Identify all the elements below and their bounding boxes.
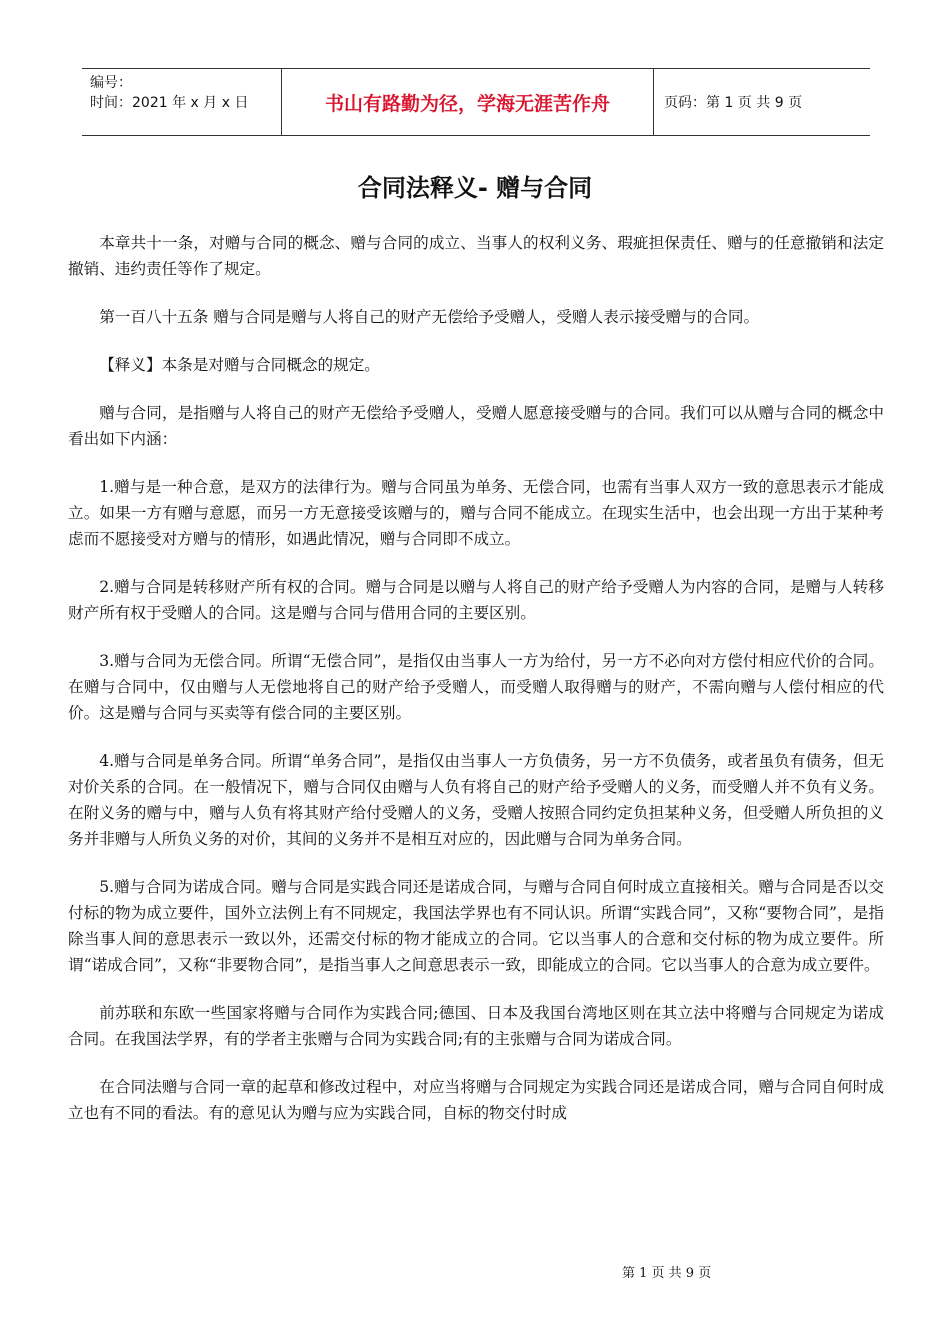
number-label: 编号： bbox=[90, 75, 132, 91]
paragraph: 本章共十一条，对赠与合同的概念、赠与合同的成立、当事人的权利义务、瑕疵担保责任、赠与的任意撤销和法定撤销、违约责任等作了规定。 bbox=[68, 234, 884, 278]
header-page-info: 页码：第 1 页 共 9 页 bbox=[664, 95, 803, 111]
paragraph: 4.赠与合同是单务合同。所谓“单务合同”，是指仅由当事人一方负债务，另一方不负债务，或者虽负有债务，但无对价关系的合同。在一般情况下，赠与合同仅由赠与人负有将自己的财产给予受赠人的义务，而受赠人并不负有义务。在附义务的赠与中，赠与人负有将其财产给付受赠人的义务，受赠人按照合同约定负担某种义务，但受赠人所负担的义务并非赠与人所负义务的对价，其间的义务并不是相互对应的，因此赠与合同为单务合同。 bbox=[68, 752, 884, 848]
paragraph: 第一百八十五条 赠与合同是赠与人将自己的财产无偿给予受赠人，受赠人表示接受赠与的合同。 bbox=[99, 308, 760, 326]
paragraph: 5.赠与合同为诺成合同。赠与合同是实践合同还是诺成合同，与赠与合同自何时成立直接相关。赠与合同是否以交付标的物为成立要件，国外立法例上有不同规定，我国法学界也有不同认识。所谓“实践合同”，又称“要物合同”，是指除当事人间的意思表示一致以外，还需交付标的物才能成立的合同。它以当事人的合意和交付标的物为成立要件。所谓“诺成合同”，又称“非要物合同”，是指当事人之间意思表示一致，即能成立的合同。它以当事人的合意为成立要件。 bbox=[68, 878, 884, 974]
time-label: 时间：2021 年 x 月 x 日 bbox=[90, 95, 249, 111]
paragraph: 3.赠与合同为无偿合同。所谓“无偿合同”，是指仅由当事人一方为给付，另一方不必向对方偿付相应代价的合同。在赠与合同中，仅由赠与人无偿地将自己的财产给予受赠人，而受赠人取得赠与的财产，不需向赠与人偿付相应的代价。这是赠与合同与买卖等有偿合同的主要区别。 bbox=[68, 652, 884, 722]
paragraph: 赠与合同，是指赠与人将自己的财产无偿给予受赠人，受赠人愿意接受赠与的合同。我们可以从赠与合同的概念中看出如下内涵： bbox=[68, 404, 884, 448]
page-footer: 第 1 页 共 9 页 bbox=[622, 1266, 712, 1281]
header-motto: 书山有路勤为径，学海无涯苦作舟 bbox=[282, 69, 654, 135]
paragraph: 1.赠与是一种合意，是双方的法律行为。赠与合同虽为单务、无偿合同，也需有当事人双方一致的意思表示才能成立。如果一方有赠与意愿，而另一方无意接受该赠与的，赠与合同不能成立。在现实生活中，也会出现一方出于某种考虑而不愿接受对方赠与的情形，如遇此情况，赠与合同即不成立。 bbox=[68, 478, 884, 548]
paragraph: 前苏联和东欧一些国家将赠与合同作为实践合同;德国、日本及我国台湾地区则在其立法中将赠与合同规定为诺成合同。在我国法学界，有的学者主张赠与合同为实践合同;有的主张赠与合同为诺成合同。 bbox=[68, 1004, 884, 1048]
page-header bbox=[82, 68, 870, 136]
paragraph: 2.赠与合同是转移财产所有权的合同。赠与合同是以赠与人将自己的财产给予受赠人为内容的合同，是赠与人转移财产所有权于受赠人的合同。这是赠与合同与借用合同的主要区别。 bbox=[68, 578, 884, 622]
document-body bbox=[68, 230, 884, 1148]
document-title: 合同法释义- 赠与合同 bbox=[357, 174, 593, 202]
paragraph: 【释义】本条是对赠与合同概念的规定。 bbox=[99, 356, 380, 374]
paragraph: 在合同法赠与合同一章的起草和修改过程中，对应当将赠与合同规定为实践合同还是诺成合同，赠与合同自何时成立也有不同的看法。有的意见认为赠与应为实践合同，自标的物交付时成 bbox=[68, 1078, 884, 1122]
header-meta bbox=[82, 69, 282, 135]
